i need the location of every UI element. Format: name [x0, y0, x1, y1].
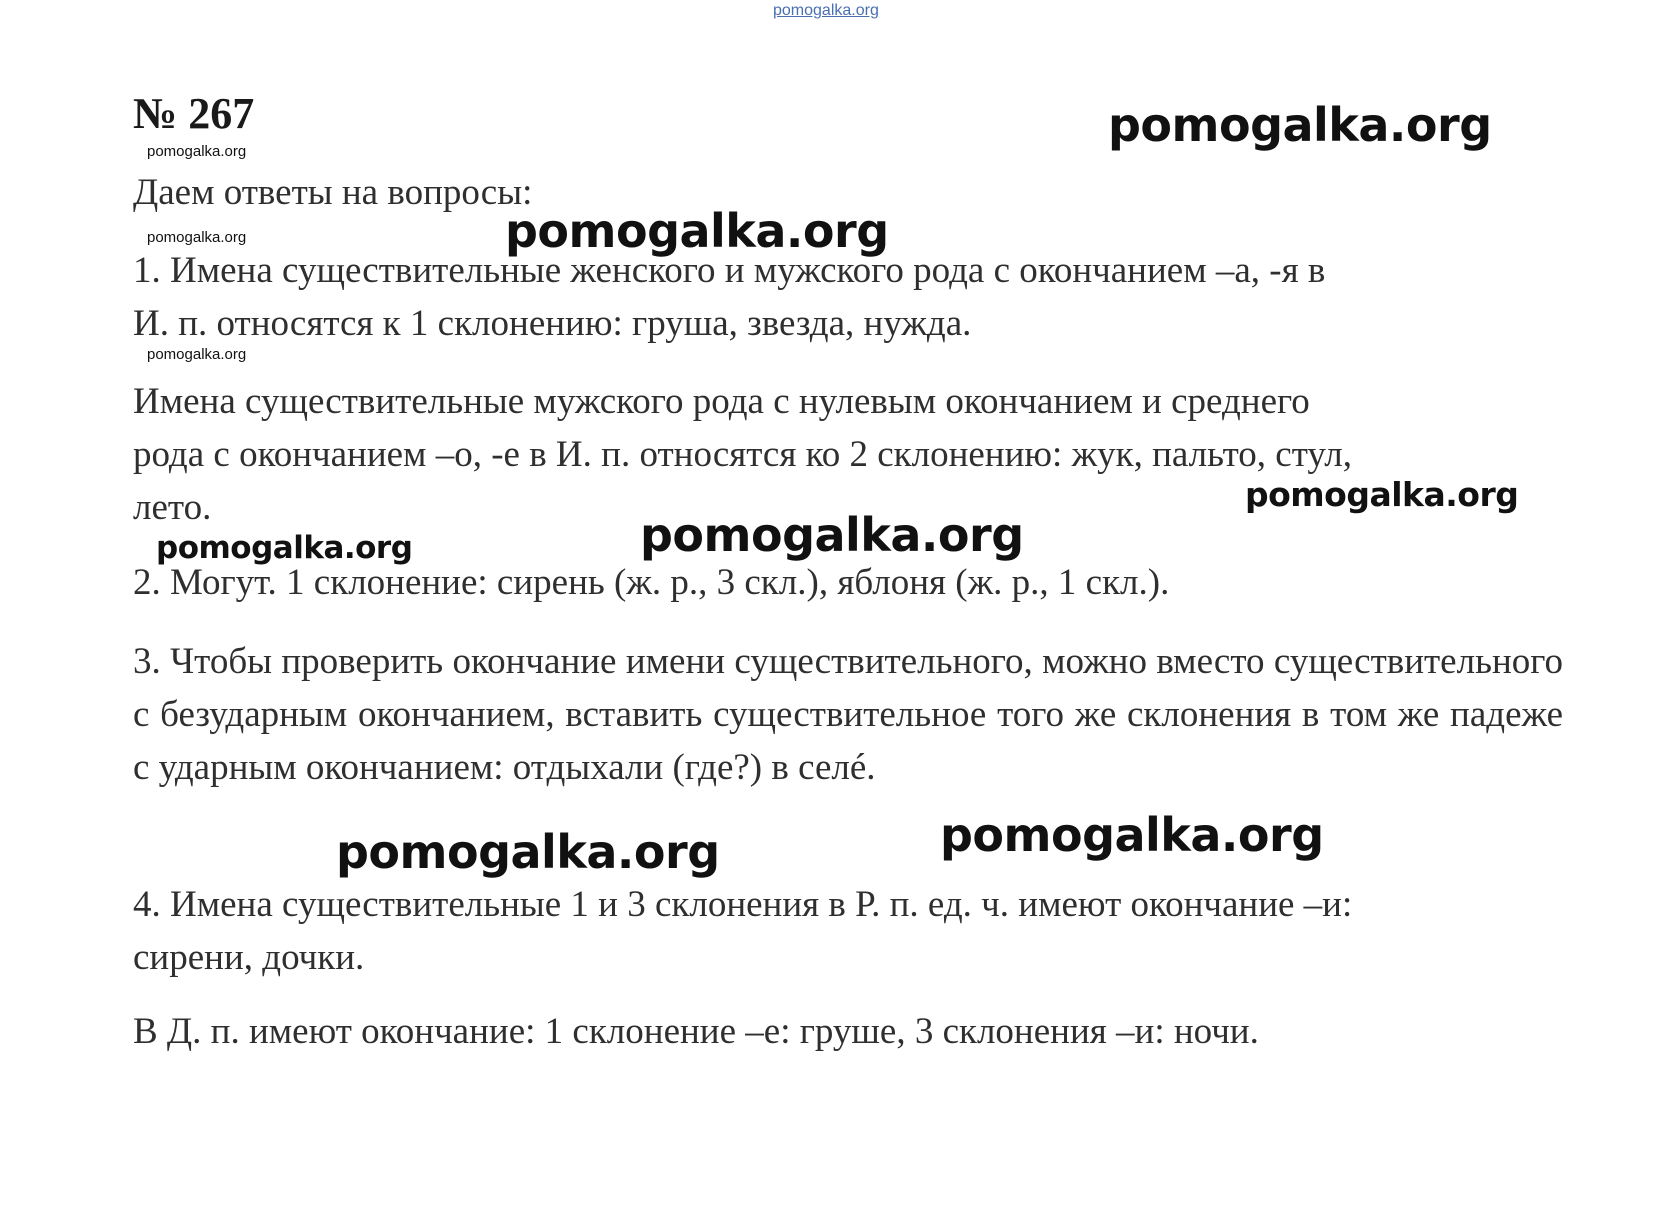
answer-2: 2. Могут. 1 склонение: сирень (ж. р., 3 скл.), яблоня (ж. р., 1 скл.). — [133, 562, 1170, 603]
answer-1-line-2: И. п. относятся к 1 склонению: груша, звезда, нужда. — [133, 303, 972, 344]
answer-1b-line-3: лето. — [133, 487, 212, 528]
answer-1b-line-2: рода с окончанием –о, -е в И. п. относятся ко 2 склонению: жук, пальто, стул, — [133, 434, 1352, 475]
watermark-large: pomogalka.org — [1108, 98, 1492, 152]
watermark-small: pomogalka.org — [147, 346, 247, 363]
top-watermark-link[interactable]: pomogalka.org — [773, 2, 879, 19]
answer-1-line-1: 1. Имена существительные женского и мужского рода с окончанием –а, -я в — [133, 250, 1326, 291]
answer-1b-line-1: Имена существительные мужского рода с нулевым окончанием и среднего — [133, 381, 1310, 422]
exercise-number: № 267 — [133, 89, 255, 138]
watermark-small: pomogalka.org — [147, 229, 247, 246]
watermark-medium: pomogalka.org — [156, 530, 413, 566]
watermark-small: pomogalka.org — [147, 143, 247, 160]
watermark-medium: pomogalka.org — [1245, 475, 1519, 514]
watermark-large: pomogalka.org — [336, 825, 720, 879]
watermark-large: pomogalka.org — [640, 508, 1024, 562]
answer-4-line-2: сирени, дочки. — [133, 937, 365, 978]
answer-3: 3. Чтобы проверить окончание имени существительного, можно вместо существительного с безударным окончанием, вставить существительное того же склонения в том же падеже с ударным окончанием: отдыхали (где?) в селé. — [133, 641, 1563, 788]
watermark-large: pomogalka.org — [940, 808, 1324, 862]
intro-text: Даем ответы на вопросы: — [133, 172, 533, 213]
answer-4-line-1: 4. Имена существительные 1 и 3 склонения в Р. п. ед. ч. имеют окончание –и: — [133, 884, 1353, 925]
watermark-large: pomogalka.org — [505, 204, 889, 258]
answer-5: В Д. п. имеют окончание: 1 склонение –е: груше, 3 склонения –и: ночи. — [133, 1011, 1259, 1052]
